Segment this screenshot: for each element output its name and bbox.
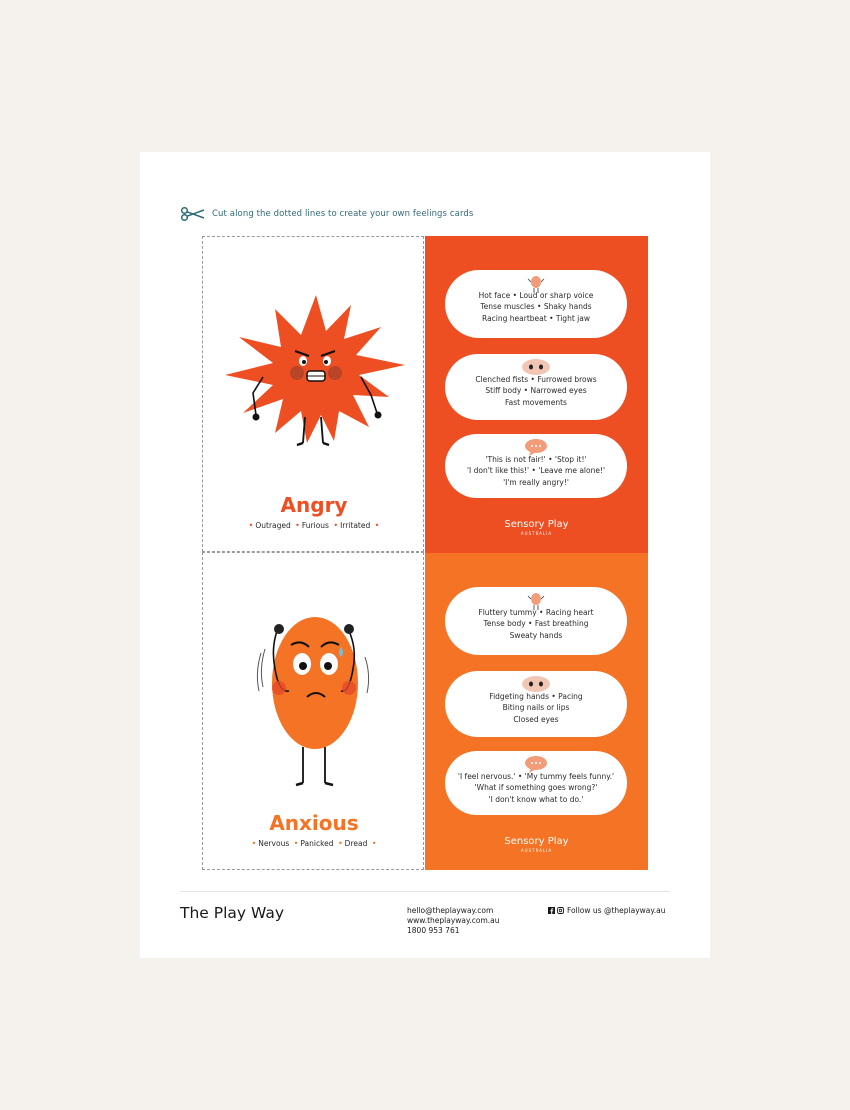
angry-synonym: Furious bbox=[301, 521, 329, 530]
body-figure-icon bbox=[526, 274, 546, 294]
anxious-title: Anxious bbox=[269, 811, 359, 835]
anxious-character-icon bbox=[249, 613, 379, 793]
cut-instruction-text: Cut along the dotted lines to create your own feelings cards bbox=[212, 209, 474, 219]
brand-name: Sensory Play bbox=[504, 836, 569, 847]
face-icon bbox=[521, 358, 551, 376]
speech-line: 'I feel nervous.' • 'My tummy feels funny.' bbox=[457, 772, 615, 781]
body-sign-line: Tense muscles • Shaky hands bbox=[480, 302, 592, 312]
contact-info bbox=[407, 906, 500, 936]
body-sign-line: Hot face • Loud or sharp voice bbox=[478, 291, 594, 300]
brand-subtitle: AUSTRALIA bbox=[520, 531, 553, 536]
feelings-cards-grid bbox=[202, 236, 648, 870]
body-signs-bubble bbox=[445, 587, 627, 655]
website-link[interactable]: www.theplayway.com.au bbox=[407, 916, 500, 925]
brand-subtitle: AUSTRALIA bbox=[520, 848, 553, 853]
cut-instruction-row bbox=[180, 206, 473, 222]
anxious-card-front bbox=[202, 552, 424, 870]
face-sign-line: Closed eyes bbox=[513, 714, 559, 724]
worksheet-page bbox=[140, 152, 710, 958]
brand-name: Sensory Play bbox=[504, 519, 569, 530]
anxious-synonyms: • Nervous • Panicked • Dread • bbox=[251, 839, 377, 848]
angry-card-front bbox=[202, 236, 424, 552]
face-sign-line: Fidgeting hands • Pacing bbox=[489, 692, 583, 701]
angry-card-back bbox=[425, 236, 648, 553]
speech-bubble bbox=[445, 434, 627, 498]
face-signs-bubble bbox=[445, 354, 627, 420]
face-sign-line: Fast movements bbox=[505, 397, 567, 407]
sensory-play-logo bbox=[425, 519, 648, 536]
footer-divider bbox=[180, 891, 670, 892]
speech-bubble bbox=[445, 751, 627, 815]
speech-bubble-icon bbox=[523, 755, 549, 773]
anxious-synonym: Dread bbox=[344, 839, 368, 848]
anxious-synonym: Panicked bbox=[300, 839, 334, 848]
social-handle: Follow us @theplayway.au bbox=[567, 906, 666, 915]
speech-line: 'I don't know what to do.' bbox=[488, 794, 584, 804]
social-follow bbox=[548, 906, 665, 915]
angry-title: Angry bbox=[280, 493, 348, 517]
face-signs-bubble bbox=[445, 671, 627, 737]
email-link[interactable]: hello@theplayway.com bbox=[407, 906, 494, 915]
speech-line: 'I don't like this!' • 'Leave me alone!' bbox=[466, 466, 606, 476]
angry-synonyms: • Outraged • Furious • Irritated • bbox=[248, 521, 380, 530]
anxious-synonym: Nervous bbox=[258, 839, 290, 848]
body-figure-icon bbox=[526, 591, 546, 611]
face-sign-line: Stiff body • Narrowed eyes bbox=[485, 386, 587, 396]
body-sign-line: Racing heartbeat • Tight jaw bbox=[482, 313, 590, 323]
speech-line: 'What if something goes wrong?' bbox=[474, 783, 598, 793]
phone-number: 1800 953 761 bbox=[407, 926, 460, 935]
body-sign-line: Tense body • Fast breathing bbox=[483, 619, 589, 629]
sensory-play-logo bbox=[425, 836, 648, 853]
angry-synonym: Outraged bbox=[255, 521, 291, 530]
face-sign-line: Biting nails or lips bbox=[502, 703, 570, 713]
body-sign-line: Sweaty hands bbox=[509, 630, 563, 640]
speech-bubble-icon bbox=[523, 438, 549, 456]
face-sign-line: Clenched fists • Furrowed brows bbox=[475, 375, 597, 384]
the-play-way-logo: The Play Way bbox=[180, 904, 285, 922]
anxious-card-back bbox=[425, 553, 648, 870]
angry-character-icon bbox=[223, 293, 407, 457]
angry-synonym: Irritated bbox=[340, 521, 371, 530]
speech-line: 'I'm really angry!' bbox=[503, 477, 569, 487]
speech-line: 'This is not fair!' • 'Stop it!' bbox=[485, 455, 587, 464]
face-icon bbox=[521, 675, 551, 693]
body-sign-line: Fluttery tummy • Racing heart bbox=[478, 608, 594, 617]
body-signs-bubble bbox=[445, 270, 627, 338]
scissors-icon bbox=[180, 207, 206, 221]
instagram-icon[interactable] bbox=[557, 907, 564, 914]
facebook-icon[interactable] bbox=[548, 907, 555, 914]
